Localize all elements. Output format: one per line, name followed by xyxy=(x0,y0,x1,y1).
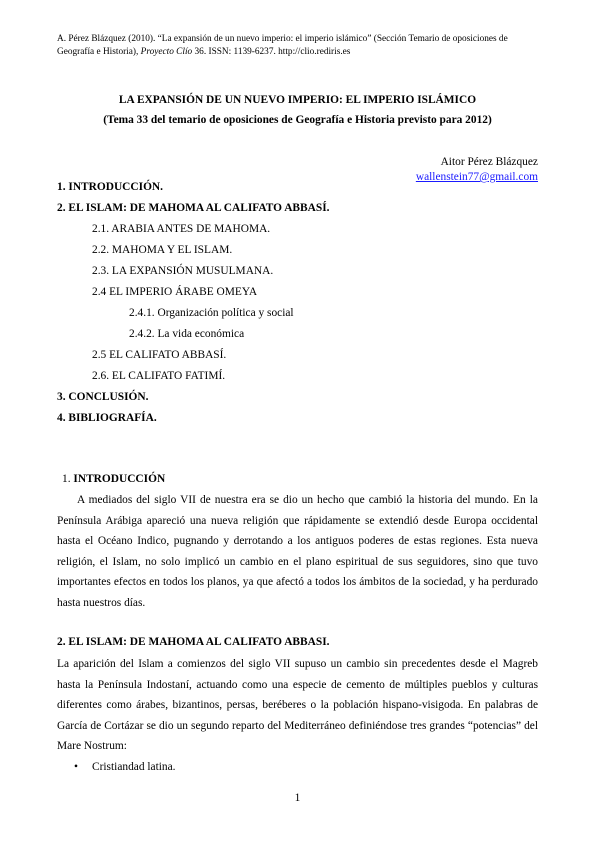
header-citation xyxy=(57,33,547,59)
title-block xyxy=(0,93,595,127)
section1-number: 1. xyxy=(62,473,71,485)
bullet-text: Cristiandad latina. xyxy=(92,761,176,773)
section2-heading: 2. EL ISLAM: DE MAHOMA AL CALIFATO ABBASI. xyxy=(57,636,330,648)
toc-item: 3. CONCLUSIÓN. xyxy=(57,391,149,403)
section1-heading xyxy=(62,473,165,485)
toc-item: 1. INTRODUCCIÓN. xyxy=(57,181,164,193)
toc-item: 4. BIBLIOGRAFÍA. xyxy=(57,412,157,424)
toc-item: 2.5 EL CALIFATO ABBASÍ. xyxy=(92,349,227,361)
toc-item: 2. EL ISLAM: DE MAHOMA AL CALIFATO ABBASÍ. xyxy=(57,202,330,214)
document-subtitle: (Tema 33 del temario de oposiciones de Geografía e Historia previsto para 2012) xyxy=(103,114,492,126)
toc-item: 2.4 EL IMPERIO ÁRABE OMEYA xyxy=(92,286,258,298)
toc-item: 2.3. LA EXPANSIÓN MUSULMANA. xyxy=(92,265,274,277)
bullet-list-item xyxy=(74,761,176,773)
toc-item: 2.4.2. La vida económica xyxy=(129,328,245,340)
section1-title: INTRODUCCIÓN xyxy=(73,473,166,485)
toc-item: 2.4.1. Organización política y social xyxy=(129,307,294,319)
citation-journal: Proyecto Clío xyxy=(140,47,193,57)
citation-issn: 36. ISSN: 1139-6237. http://clio.rediris.es xyxy=(192,47,351,57)
section2-paragraph: La aparición del Islam a comienzos del siglo VII supuso un cambio sin precedentes desde el Magreb hasta la Península Indostaní, actuando como una especie de cemento de múltiples pueblos y culturas diferentes como árabes, bizantinos, persas, beréberes o la población hispano-visigoda. En palabras de García de Cortázar se dio un segundo reparto del Mediterráneo definiéndose tres grandes “potencias” del Mare Nostrum: xyxy=(57,658,538,753)
section1-paragraph: A mediados del siglo VII de nuestra era se dio un hecho que cambió la historia del mundo. En la Península Arábiga apareció una nueva religión que rápidamente se extendió desde Europa occidental hasta el Océano Indico, pugnando y derrotando a los antiguos poderes de estas regiones. Esta nueva religión, el Islam, no solo implicó un cambio en el plano espiritual de sus seguidores, sino que tuvo importantes efectos en todos los planos, ya que afectó a todos los ámbitos de la sociedad, y ha perdurado hasta nuestros días. xyxy=(57,494,538,609)
toc-item: 2.6. EL CALIFATO FATIMÍ. xyxy=(92,370,226,382)
toc-item: 2.2. MAHOMA Y EL ISLAM. xyxy=(92,244,233,256)
toc-item: 2.1. ARABIA ANTES DE MAHOMA. xyxy=(92,223,271,235)
author-name: Aitor Pérez Blázquez xyxy=(440,156,538,168)
author-block xyxy=(416,155,538,185)
bullet-icon: • xyxy=(74,761,78,773)
page-number: 1 xyxy=(294,792,301,804)
document-title: LA EXPANSIÓN DE UN NUEVO IMPERIO: EL IMPERIO ISLÁMICO xyxy=(118,94,477,106)
citation-text: A. Pérez Blázquez (2010). “La expansión de un nuevo imperio: el imperio islámico” (Sección Temario de oposiciones de Geografía e Historia), xyxy=(57,34,508,57)
author-email-link[interactable]: wallenstein77@gmail.com xyxy=(415,171,538,183)
